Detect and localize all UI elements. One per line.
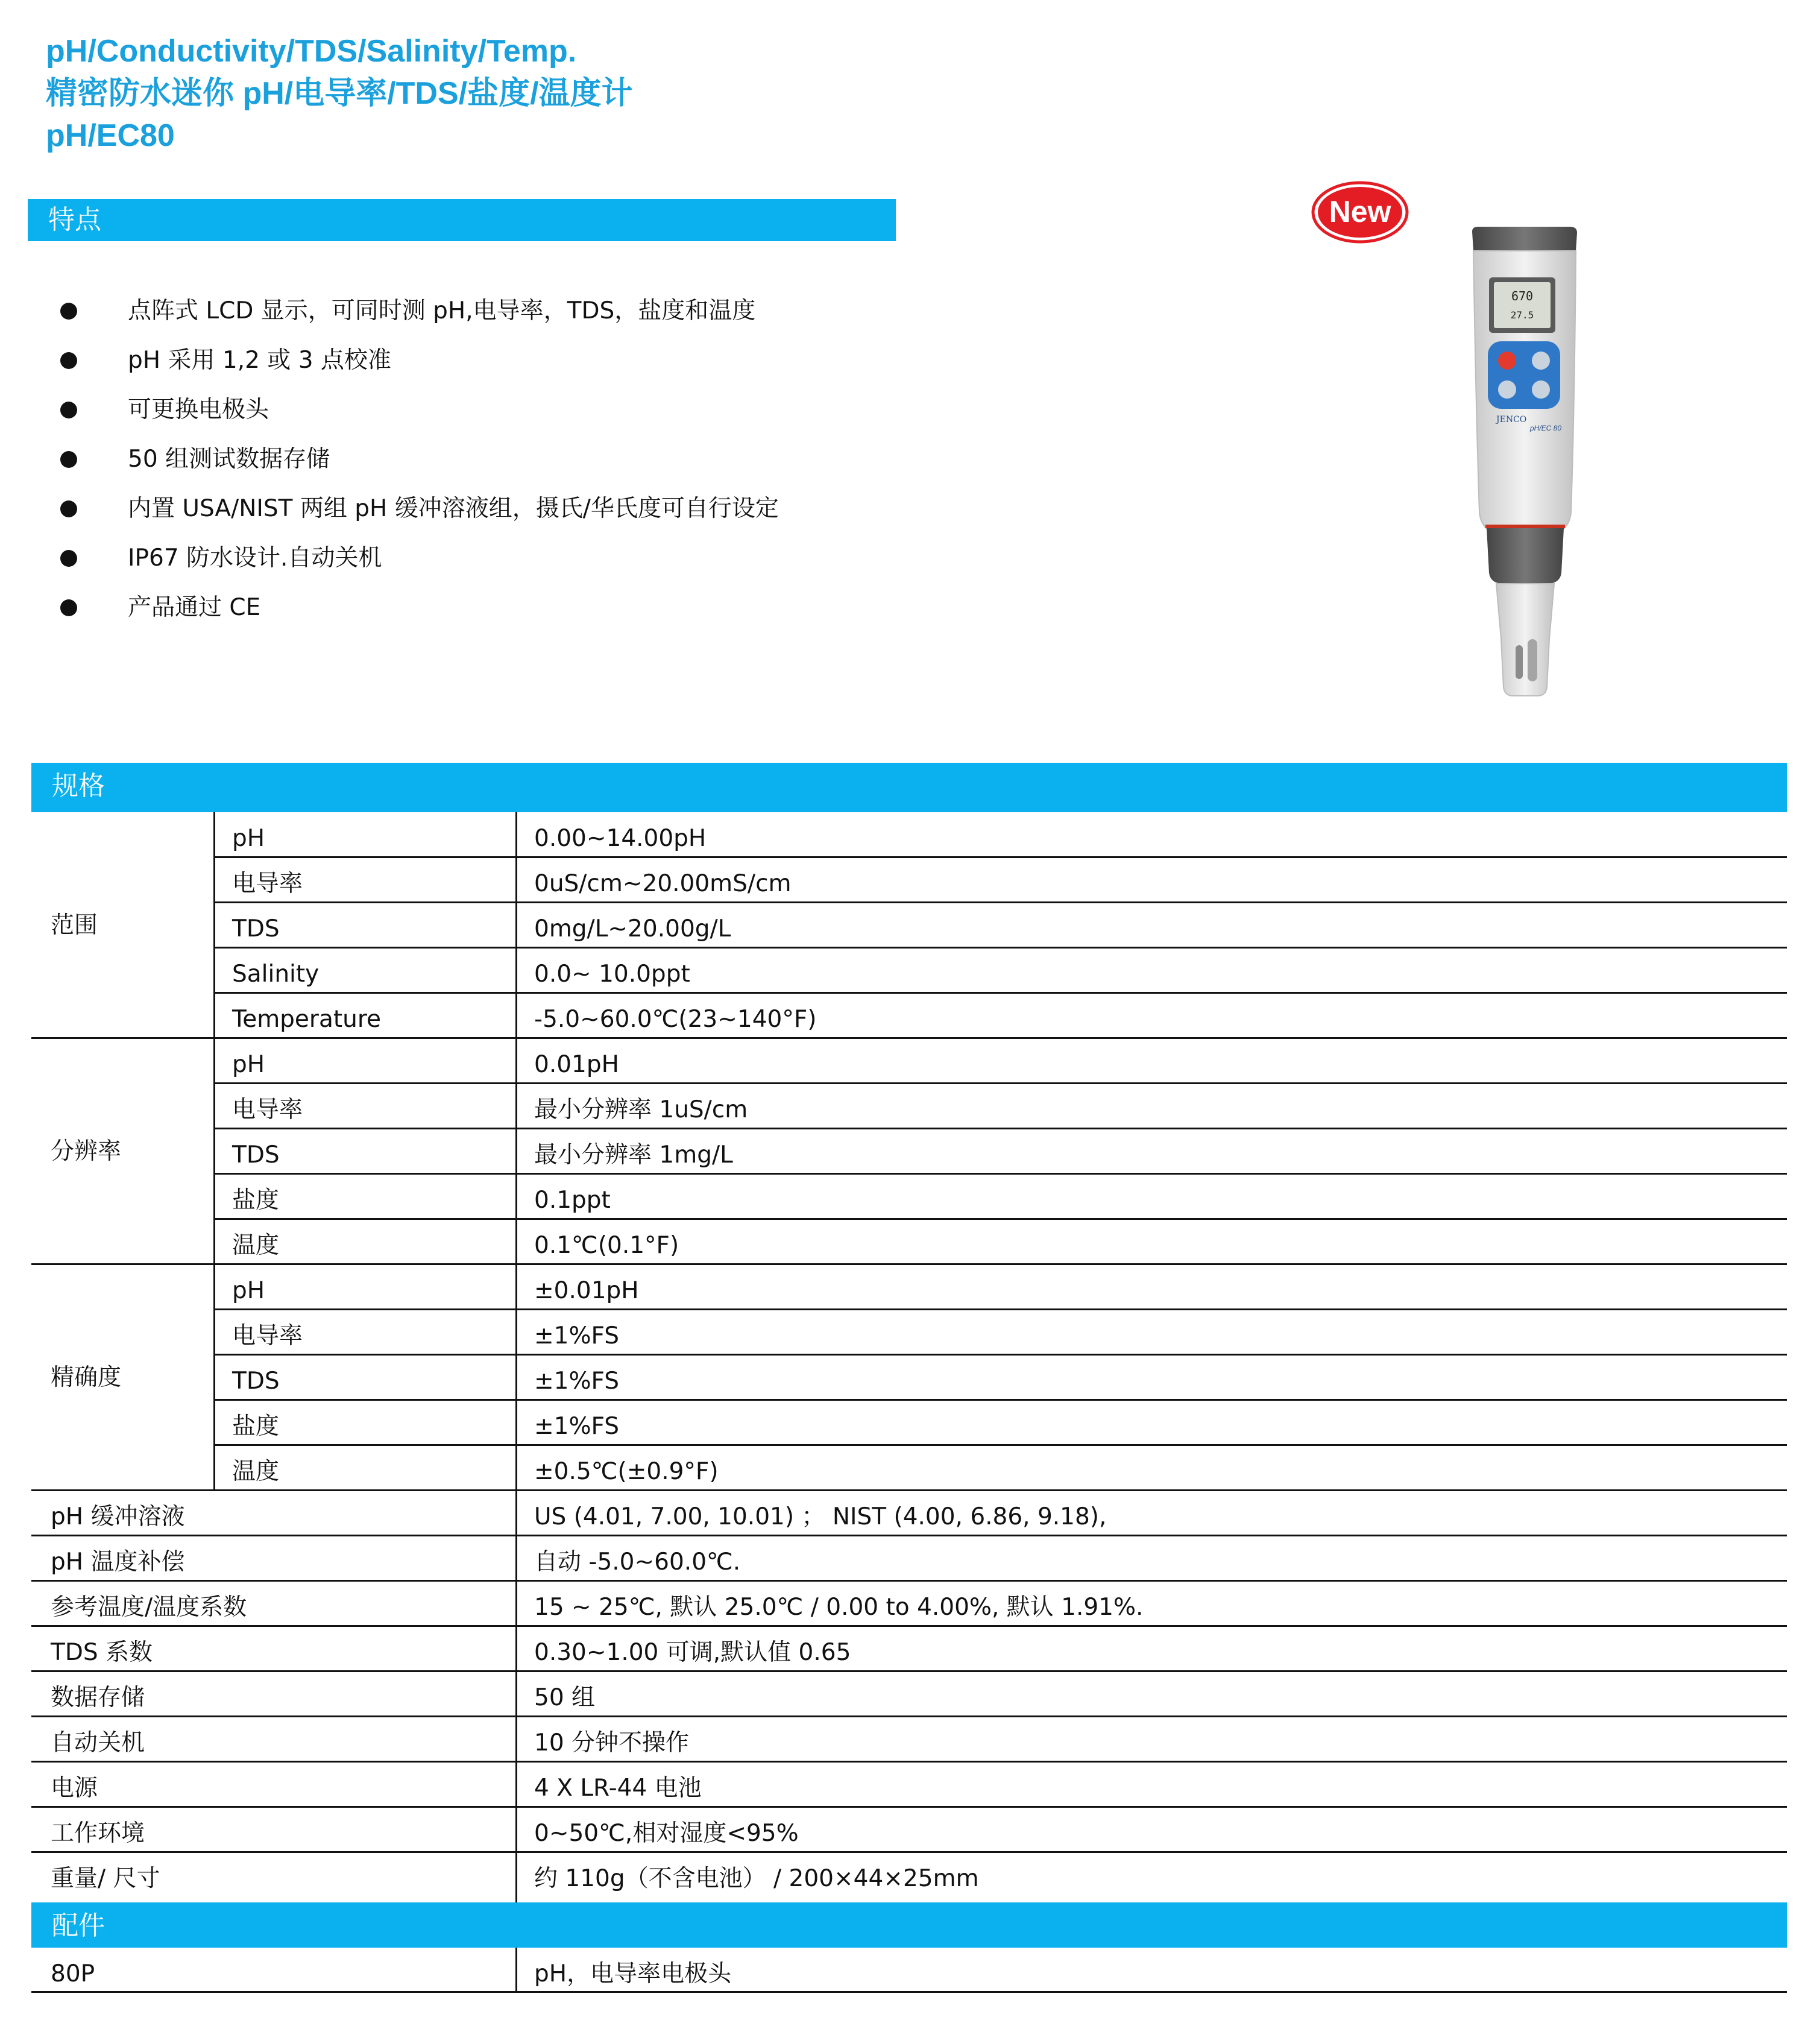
table-divider <box>214 992 1787 994</box>
param-cell: TDS <box>232 1141 280 1169</box>
table-row <box>0 1445 1820 1491</box>
table-divider <box>214 1173 1787 1175</box>
param-cell: 重量/ 尺寸 <box>51 1865 160 1892</box>
value-cell: ±0.5℃(±0.9°F) <box>534 1458 719 1485</box>
bullet-icon <box>60 303 77 320</box>
table-row <box>0 857 1820 903</box>
group-label-accuracy: 精确度 <box>51 1364 122 1391</box>
value-cell: ±1%FS <box>534 1368 620 1395</box>
device-top-cap <box>1472 227 1577 251</box>
param-cell: 盐度 <box>232 1413 280 1440</box>
table-column-divider <box>515 812 517 1902</box>
features-section-bar <box>28 199 896 241</box>
table-row <box>0 948 1820 993</box>
value-cell: -5.0~60.0℃(23~140°F) <box>534 1006 817 1033</box>
param-cell: Salinity <box>232 961 320 988</box>
table-column-divider <box>213 812 215 1491</box>
table-row <box>0 1948 1820 1993</box>
cal-button-icon <box>1532 380 1550 399</box>
param-cell: TDS 系数 <box>51 1639 153 1666</box>
table-divider <box>31 1625 1787 1627</box>
table-row <box>0 993 1820 1038</box>
value-cell: 0.0~ 10.0ppt <box>534 961 690 988</box>
bullet-icon <box>60 352 77 369</box>
bullet-icon <box>60 500 77 517</box>
table-divider <box>31 1037 1787 1039</box>
param-cell: 自动关机 <box>51 1729 145 1756</box>
param-cell: 电导率 <box>232 1322 303 1349</box>
device-keypad <box>1488 341 1560 409</box>
store-button-icon <box>1532 352 1550 370</box>
param-cell: pH 温度补偿 <box>51 1548 185 1576</box>
table-divider <box>31 1670 1787 1672</box>
table-row <box>0 903 1820 948</box>
value-cell: 自动 -5.0~60.0℃. <box>534 1548 741 1576</box>
table-row <box>0 1129 1820 1174</box>
param-cell: pH 缓冲溶液 <box>51 1503 185 1530</box>
param-cell: pH <box>232 1051 265 1078</box>
table-row <box>0 1400 1820 1445</box>
table-row <box>0 1852 1820 1898</box>
table-row <box>0 1581 1820 1626</box>
value-cell: US (4.01, 7.00, 10.01) ； NIST (4.00, 6.86, 9.18), <box>534 1503 1107 1530</box>
mode-button-icon <box>1498 380 1516 399</box>
value-cell: ±0.01pH <box>534 1277 639 1304</box>
device-model: pH/EC 80 <box>1530 424 1562 432</box>
table-row <box>0 1717 1820 1762</box>
param-cell: TDS <box>232 1368 280 1395</box>
power-button-icon <box>1498 352 1516 370</box>
value-cell: 0.30~1.00 可调,默认值 0.65 <box>534 1639 851 1666</box>
feature-text: 内置 USA/NIST 两组 pH 缓冲溶液组，摄氏/华氏度可自行设定 <box>128 495 779 522</box>
table-divider <box>31 1806 1787 1808</box>
bullet-icon <box>60 402 77 418</box>
title-line-3: pH/EC80 <box>46 118 175 153</box>
table-row <box>0 1626 1820 1671</box>
table-row <box>0 1762 1820 1807</box>
param-cell: 电导率 <box>232 1096 303 1123</box>
table-divider <box>214 1354 1787 1356</box>
table-divider <box>31 1715 1787 1717</box>
table-divider <box>214 1082 1787 1084</box>
table-row <box>0 1084 1820 1129</box>
param-cell: 盐度 <box>232 1187 280 1214</box>
value-cell: 最小分辨率 1mg/L <box>534 1141 733 1169</box>
new-badge-text: New <box>1329 195 1391 229</box>
param-cell: 温度 <box>232 1458 280 1485</box>
table-divider <box>214 856 1787 858</box>
value-cell: 50 组 <box>534 1684 596 1711</box>
table-row <box>0 1264 1820 1310</box>
new-badge <box>1311 181 1409 244</box>
table-divider <box>214 1308 1787 1310</box>
param-cell: Temperature <box>232 1006 382 1033</box>
group-label-range: 范围 <box>51 912 98 939</box>
device-collar <box>1487 528 1564 584</box>
feature-text: pH 采用 1,2 或 3 点校准 <box>128 347 391 374</box>
group-label-resolution: 分辨率 <box>51 1138 122 1165</box>
param-cell: 80P <box>51 1960 95 1987</box>
accessories-heading: 配件 <box>52 1910 105 1941</box>
device-red-ring <box>1485 525 1565 528</box>
bullet-icon <box>60 451 77 468</box>
table-row <box>0 812 1820 857</box>
table-divider <box>31 1489 1787 1491</box>
value-cell: 4 X LR-44 电池 <box>534 1775 702 1802</box>
specs-section-bar <box>31 763 1787 812</box>
electrode-sensor-icon <box>1516 645 1523 679</box>
title-line-1: pH/Conductivity/TDS/Salinity/Temp. <box>46 34 577 69</box>
table-column-divider <box>515 1948 517 1992</box>
param-cell: 参考温度/温度系数 <box>51 1594 247 1621</box>
table-row <box>0 1355 1820 1400</box>
feature-text: 可更换电极头 <box>128 396 269 423</box>
device-lcd-value: 670 <box>1511 289 1534 303</box>
table-divider <box>214 1128 1787 1129</box>
table-divider <box>31 1991 1787 1993</box>
value-cell: 0~50℃,相对湿度<95% <box>534 1820 799 1847</box>
value-cell: pH，电导率电极头 <box>534 1960 732 1987</box>
title-line-2: 精密防水迷你 pH/电导率/TDS/盐度/温度计 <box>46 76 633 111</box>
feature-text: IP67 防水设计.自动关机 <box>128 544 382 572</box>
table-divider <box>31 1580 1787 1582</box>
table-divider <box>214 1218 1787 1220</box>
value-cell: 0.1ppt <box>534 1187 611 1214</box>
accessories-section-bar <box>31 1902 1787 1948</box>
table-divider <box>214 901 1787 903</box>
feature-text: 产品通过 CE <box>128 594 261 621</box>
table-divider <box>214 1444 1787 1446</box>
value-cell: 0.01pH <box>534 1051 619 1078</box>
param-cell: pH <box>232 1277 265 1304</box>
value-cell: 0uS/cm~20.00mS/cm <box>534 870 792 897</box>
bullet-icon <box>60 599 77 616</box>
value-cell: 约 110g（不含电池） / 200×44×25mm <box>534 1865 979 1892</box>
param-cell: 工作环境 <box>51 1820 145 1847</box>
value-cell: 15 ~ 25℃, 默认 25.0℃ / 0.00 to 4.00%, 默认 1.91%. <box>534 1594 1144 1621</box>
table-divider <box>214 947 1787 948</box>
value-cell: 0.1℃(0.1°F) <box>534 1232 679 1259</box>
value-cell: 0.00~14.00pH <box>534 825 707 852</box>
table-row <box>0 1807 1820 1852</box>
value-cell: 10 分钟不操作 <box>534 1729 690 1756</box>
value-cell: ±1%FS <box>534 1322 620 1349</box>
param-cell: 电导率 <box>232 870 303 897</box>
param-cell: pH <box>232 825 265 852</box>
bullet-icon <box>60 550 77 567</box>
param-cell: 数据存储 <box>51 1684 145 1711</box>
electrode-sensor-icon <box>1528 639 1537 681</box>
param-cell: 电源 <box>51 1775 98 1802</box>
table-row <box>0 1310 1820 1355</box>
product-image <box>1459 223 1592 699</box>
feature-text: 50 组测试数据存储 <box>128 446 330 473</box>
table-divider <box>31 1263 1787 1265</box>
table-divider <box>31 1761 1787 1763</box>
value-cell: 最小分辨率 1uS/cm <box>534 1096 748 1123</box>
features-heading: 特点 <box>48 204 101 235</box>
table-row <box>0 1671 1820 1717</box>
value-cell: ±1%FS <box>534 1413 620 1440</box>
table-row <box>0 1174 1820 1219</box>
value-cell: 0mg/L~20.00g/L <box>534 915 731 942</box>
table-row <box>0 1219 1820 1264</box>
device-electrode <box>1496 584 1554 696</box>
table-row <box>0 1038 1820 1084</box>
table-divider <box>214 1399 1787 1401</box>
table-divider <box>31 1535 1787 1536</box>
device-lcd-temp: 27.5 <box>1510 309 1534 321</box>
param-cell: 温度 <box>232 1232 280 1259</box>
feature-text: 点阵式 LCD 显示，可同时测 pH,电导率，TDS，盐度和温度 <box>128 297 756 324</box>
table-divider <box>31 1851 1787 1853</box>
device-brand: JENCO <box>1496 415 1527 425</box>
param-cell: TDS <box>232 915 280 942</box>
specs-heading: 规格 <box>52 771 105 801</box>
table-row <box>0 1536 1820 1581</box>
product-title <box>46 30 633 157</box>
table-row <box>0 1491 1820 1536</box>
